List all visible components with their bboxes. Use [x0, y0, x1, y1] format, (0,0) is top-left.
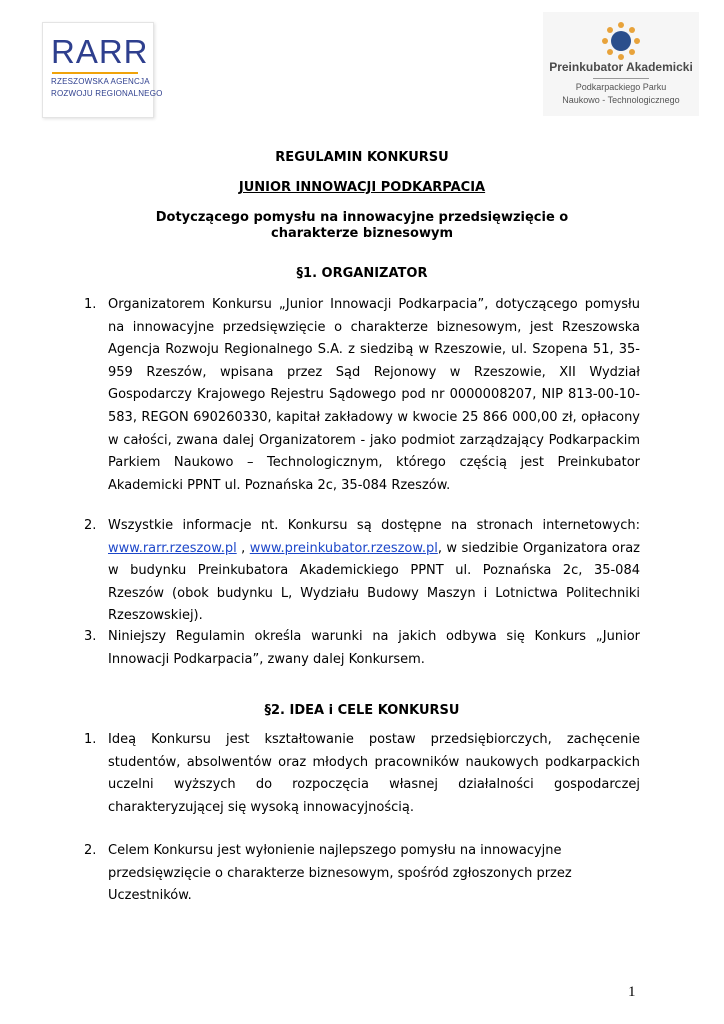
item-text-part-b: , w siedzibie Organizatora oraz w budynku Preinkubatora Akademickiego PPNT ul. Poznańska 2c, 35-084 Rzeszów (obok budynku L, Wydziału Budowy Maszyn i Lotnictwa Politechniki Rzeszowskiej). — [108, 540, 640, 624]
item-text: Celem Konkursu jest wyłonienie najlepszego pomysłu na innowacyjne przedsięwzięcie o charakterze biznesowym, spośród zgłoszonych przez Uczestników. — [108, 843, 572, 904]
section1-item-3 — [84, 626, 640, 671]
item-text — [108, 515, 640, 628]
section2-item-1 — [84, 729, 640, 819]
rarr-website-link[interactable]: www.rarr.rzeszow.pl — [108, 540, 237, 556]
page-number: 1 — [628, 984, 636, 1000]
section1-item-2 — [84, 515, 640, 628]
rarr-logo-line2: ROZWOJU REGIONALNEGO — [51, 89, 163, 98]
item-text: Niniejszy Regulamin określa warunki na jakich odbywa się Konkurs „Junior Innowacji Podkarpacia”, zwany dalej Konkursem. — [108, 629, 640, 667]
item-number: 2. — [84, 518, 97, 533]
preinkubator-sub1: Podkarpackiego Parku — [575, 82, 667, 92]
item-number: 3. — [84, 629, 97, 644]
preinkubator-sub2: Naukowo - Technologicznego — [562, 95, 680, 105]
section1-item-1 — [84, 294, 640, 497]
preinkubator-website-link[interactable]: www.preinkubator.rzeszow.pl — [249, 540, 438, 556]
item-text-part-a: Wszystkie informacje nt. Konkursu są dostępne na stronach internetowych: — [108, 518, 640, 533]
section2-heading: §2. IDEA i CELE KONKURSU — [264, 703, 460, 718]
document-description: Dotyczącego pomysłu na innowacyjne przedsięwzięcie o charakterze biznesowym — [155, 210, 569, 241]
item-number: 2. — [84, 843, 97, 858]
preinkubator-title: Preinkubator Akademicki — [549, 60, 693, 74]
document-subtitle: JUNIOR INNOWACJI PODKARPACIA — [238, 180, 486, 195]
preinkubator-divider — [593, 78, 649, 79]
rarr-logo-line1: RZESZOWSKA AGENCJA — [51, 77, 150, 86]
rarr-logo-word: RARR — [51, 33, 149, 70]
document-title: REGULAMIN KONKURSU — [275, 150, 449, 165]
link-separator: , — [236, 540, 250, 556]
preinkubator-logo — [543, 12, 699, 116]
item-text: Ideą Konkursu jest kształtowanie postaw przedsiębiorczych, zachęcenie studentów, absolwentów oraz młodych pracowników naukowych podkarpackich uczelni wyższych do rozpoczęcia własnej działalności gospodarczej charakteryzującej się wysoką innowacyjnością. — [108, 732, 640, 815]
section1-heading: §1. ORGANIZATOR — [296, 266, 428, 281]
rarr-logo-bar — [52, 72, 138, 74]
item-number: 1. — [84, 732, 97, 747]
item-text: Organizatorem Konkursu „Junior Innowacji Podkarpacia”, dotyczącego pomysłu na innowacyjne przedsięwzięcie o charakterze biznesowym, jest Rzeszowska Agencja Rozwoju Regionalnego S.A. z siedzibą w Rzeszowie, ul. Szopena 51, 35-959 Rzeszów, wpisana przez Sąd Rejonowy w Rzeszowie, XII Wydział Gospodarczy Krajowego Rejestru Sądowego pod nr 0000008207, NIP 813-00-10-583, REGON 690260330, kapitał zakładowy w kwocie 25 866 000,00 zł, opłacony w całości, zwana dalej Organizatorem - jako podmiot zarządzający Podkarpackim Parkiem Naukowo – Technologicznym, którego częścią jest Preinkubator Akademicki PPNT ul. Poznańska 2c, 35-084 Rzeszów. — [108, 297, 640, 493]
rarr-logo — [42, 22, 163, 118]
preinkubator-emblem-icon — [602, 22, 640, 60]
item-number: 1. — [84, 297, 97, 312]
section2-item-2 — [84, 840, 640, 908]
